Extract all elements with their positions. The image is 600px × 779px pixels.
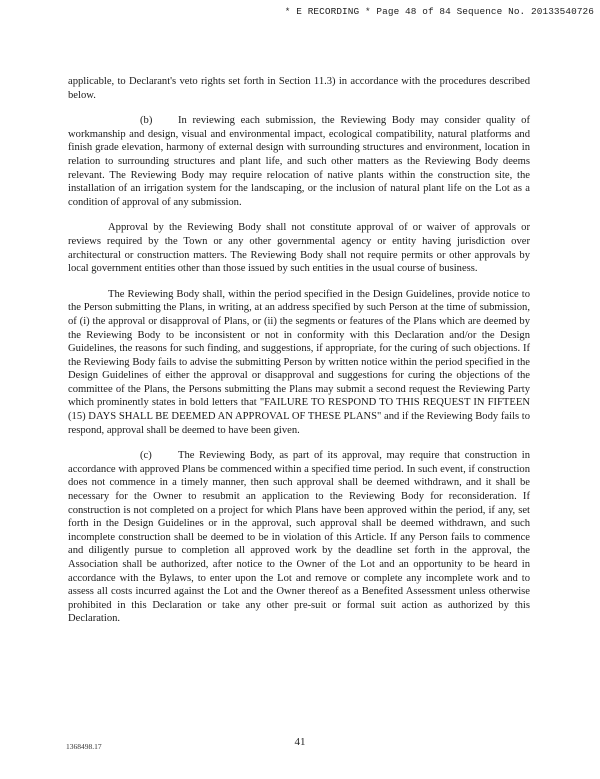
- page-number: 41: [294, 736, 306, 748]
- subsection-b-text: In reviewing each submission, the Reviewing Body may consider quality of workmanship and design, visual and environmental impact, ecological compatibility, natural platforms and finish grade elevation, harmony of external design with surrounding structures and environment, location in relation to surrounding structures and plant life, and such other matters as the Reviewing Body deems relevant. The Reviewing Body may require relocation of native plants within the construction site, the installation of an irrigation system for the landscaping, or the inclusion of natural plant life on the Lot as a condition of approval of any submission.: [68, 115, 530, 208]
- document-body: [68, 75, 530, 638]
- subsection-c-label: (c): [140, 450, 152, 462]
- document-id: 1368498.17: [66, 742, 102, 751]
- paragraph-approval: Approval by the Reviewing Body shall not constitute approval of or waiver of approvals or reviews required by the Town or any other governmental agency or entity having jurisdiction over architectural or construction matters. The Reviewing Body shall not require permits or other approvals by local government entities other than those issued by such entities in the usual course of business.: [68, 222, 530, 275]
- recording-stamp: * E RECORDING * Page 48 of 84 Sequence No. 20133540726: [284, 6, 594, 17]
- paragraph-notice: The Reviewing Body shall, within the period specified in the Design Guidelines, provide notice to the Person submitting the Plans, in writing, at an address specified by such Person at the time of submission, of (i) the approval or disapproval of Plans, or (ii) the segments or features of the Plans which are deemed by the Reviewing Body to be inconsistent or not in conformity with this Declaration and/or the Design Guidelines, the reasons for such finding, and suggestions, if appropriate, for the curing of such objections. If the Reviewing Body fails to advise the submitting Person by written notice within the period specified in the Design Guidelines of either the approval or disapproval and suggestions for curing the objections of the committee of the Plans, the Persons submitting the Plans may submit a second request the Reviewing Party which prominently states in bold letters that "FAILURE TO RESPOND TO THIS REQUEST IN FIFTEEN (15) DAYS SHALL BE DEEMED AN APPROVAL OF THESE PLANS" and if the Reviewing Body fails to respond, approval shall be deemed to have been given.: [68, 288, 530, 436]
- paragraph-continuation: applicable, to Declarant's veto rights set forth in Section 11.3) in accordance with the procedures described below.: [68, 76, 530, 101]
- subsection-b-label: (b): [140, 115, 153, 127]
- subsection-b: [68, 114, 530, 209]
- subsection-c-text: The Reviewing Body, as part of its approval, may require that construction in accordance with approved Plans be commenced within a specified time period. In such event, if construction does not commence in a timely manner, then such approval shall be deemed withdrawn, and it shall be necessary for the Owner to resubmit an application to the Reviewing Body for reconsideration. If construction is not completed on a project for which Plans have been approved within the period, if any, set forth in the Design Guidelines or in the approval, such approval shall be deemed withdrawn, and such incomplete construction shall be deemed to be in violation of this Article. If any Person fails to commence and diligently pursue to completion all approved work by the deadline set forth in the approval, the Association shall be authorized, after notice to the Owner of the Lot and an opportunity to be heard in accordance with the Bylaws, to enter upon the Lot and remove or complete any incomplete work and to assess all costs incurred against the Lot and the Owner thereof as a Benefited Assessment unless otherwise prohibited in this Declaration or take any other pre-suit or formal suit action as authorized by this Declaration.: [68, 450, 530, 625]
- subsection-c: [68, 449, 530, 626]
